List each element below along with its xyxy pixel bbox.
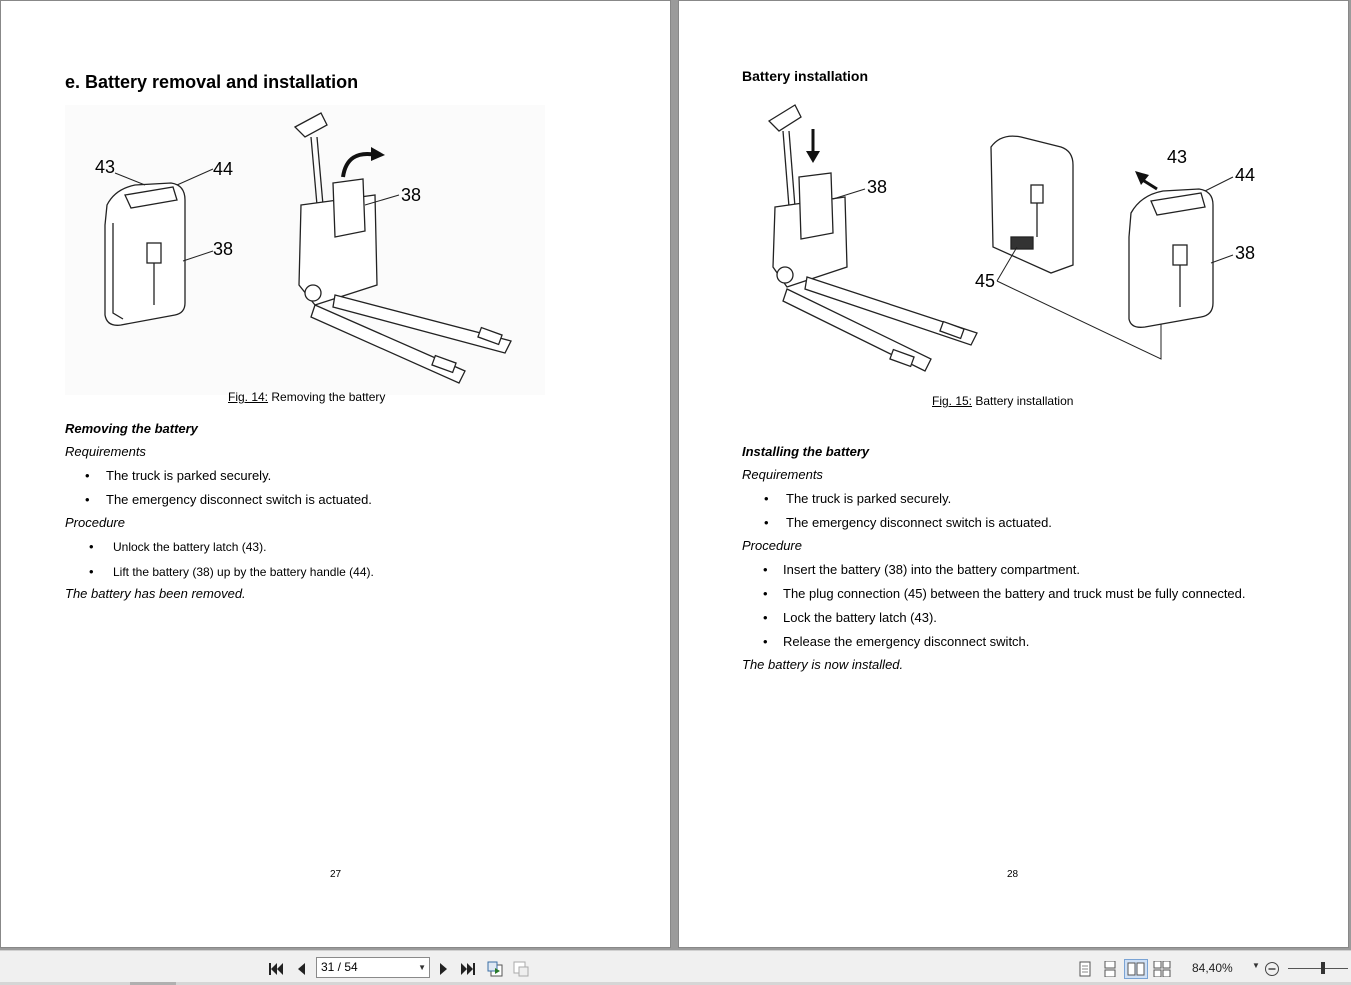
- bullet: •: [89, 539, 94, 554]
- battery-compartment-illustration: [991, 136, 1073, 273]
- page-number: 27: [330, 869, 342, 880]
- bullet: •: [763, 634, 768, 649]
- bullet: •: [763, 610, 768, 625]
- down-arrow-icon: [806, 151, 820, 163]
- list-item-text: The truck is parked securely.: [106, 468, 272, 483]
- page-indicator: 31 / 54: [321, 960, 358, 974]
- list-item: [763, 562, 1246, 586]
- first-page-button[interactable]: [266, 959, 286, 979]
- pallet-truck-illustration: [769, 105, 977, 371]
- battery-removal-figure: [65, 105, 545, 395]
- list-item-text: The emergency disconnect switch is actuated.: [786, 515, 1052, 530]
- list-item-text: Lift the battery (38) up by the battery handle (44).: [113, 565, 374, 579]
- list-item-text: Unlock the battery latch (43).: [113, 540, 267, 554]
- last-page-button[interactable]: [458, 959, 478, 979]
- label-38-truck: 38: [867, 177, 888, 197]
- section-letter: e.: [65, 72, 81, 92]
- list-item: [763, 610, 1246, 634]
- previous-view-icon: [486, 961, 504, 977]
- bullet: •: [89, 564, 94, 579]
- section-title: Battery removal and installation: [85, 72, 359, 92]
- requirements-label: Requirements: [742, 467, 823, 482]
- single-page-icon: [1079, 961, 1091, 977]
- single-page-view-button[interactable]: [1075, 959, 1095, 979]
- page-number-select[interactable]: [316, 957, 430, 978]
- next-page-icon: [439, 962, 449, 976]
- result-text: The battery has been removed.: [65, 586, 246, 601]
- caption-number: Fig. 15:: [932, 394, 973, 408]
- list-item-text: Release the emergency disconnect switch.: [783, 634, 1030, 649]
- list-item-text: Lock the battery latch (43).: [783, 610, 937, 625]
- facing-pages-icon: [1127, 962, 1145, 976]
- section-heading: [65, 72, 358, 93]
- bullet: •: [85, 492, 90, 507]
- next-view-icon: [512, 961, 530, 977]
- procedure-list: [89, 539, 374, 589]
- next-page-button[interactable]: [434, 959, 454, 979]
- zoom-out-icon: [1264, 961, 1280, 977]
- bullet: •: [764, 491, 769, 506]
- zoom-dropdown-icon[interactable]: ▼: [1252, 961, 1260, 970]
- continuous-facing-view-button[interactable]: [1152, 959, 1172, 979]
- continuous-page-icon: [1104, 961, 1116, 977]
- bullet: •: [763, 562, 768, 577]
- label-43: 43: [1167, 147, 1188, 167]
- list-item: [85, 492, 372, 516]
- previous-page-button[interactable]: [291, 959, 311, 979]
- battery-illustration: [1129, 189, 1213, 327]
- list-item: [85, 468, 372, 492]
- facing-view-button[interactable]: [1124, 959, 1148, 979]
- dropdown-caret-icon: ▼: [418, 963, 426, 972]
- continuous-facing-icon: [1153, 961, 1171, 977]
- previous-view-button[interactable]: [485, 959, 505, 979]
- caption-text: Removing the battery: [268, 390, 386, 404]
- subsection-title: Removing the battery: [65, 421, 198, 436]
- list-item-text: The plug connection (45) between the battery and truck must be fully connected.: [783, 586, 1246, 601]
- section-title: Battery installation: [742, 68, 869, 84]
- battery-installation-figure: [761, 97, 1281, 387]
- procedure-label: Procedure: [742, 538, 802, 553]
- next-view-button[interactable]: [511, 959, 531, 979]
- figure-caption: [932, 394, 1073, 408]
- previous-page-icon: [296, 962, 306, 976]
- page-27: [0, 0, 671, 948]
- figure-caption: [228, 390, 385, 404]
- list-item: [764, 515, 1052, 539]
- last-page-icon: [460, 962, 476, 976]
- page-number: 28: [1007, 869, 1019, 880]
- caption-text: Battery installation: [972, 394, 1074, 408]
- zoom-level[interactable]: 84,40%: [1192, 961, 1233, 975]
- subsection-title: Installing the battery: [742, 444, 870, 459]
- label-44: 44: [213, 159, 234, 179]
- label-38-truck: 38: [401, 185, 422, 205]
- page-28: [678, 0, 1349, 948]
- list-item: [89, 539, 374, 564]
- bullet: •: [764, 515, 769, 530]
- bullet: •: [763, 586, 768, 601]
- continuous-view-button[interactable]: [1100, 959, 1120, 979]
- list-item: [764, 491, 1052, 515]
- label-44: 44: [1235, 165, 1256, 185]
- list-item-text: The emergency disconnect switch is actuated.: [106, 492, 372, 507]
- zoom-slider-track[interactable]: [1288, 968, 1348, 969]
- label-38: 38: [1235, 243, 1256, 263]
- list-item: [763, 586, 1246, 610]
- result-text: The battery is now installed.: [742, 657, 904, 672]
- label-38: 38: [213, 239, 234, 259]
- caption-number: Fig. 14:: [228, 390, 269, 404]
- label-43: 43: [95, 157, 116, 177]
- navigation-toolbar: [0, 950, 1351, 985]
- label-45: 45: [975, 271, 996, 291]
- battery-illustration: [105, 183, 185, 325]
- procedure-list: [763, 562, 1246, 658]
- bullet: •: [85, 468, 90, 483]
- list-item: [763, 634, 1246, 658]
- list-item-text: The truck is parked securely.: [786, 491, 952, 506]
- requirements-list: [764, 491, 1052, 539]
- list-item-text: Insert the battery (38) into the battery compartment.: [783, 562, 1080, 577]
- zoom-slider-handle[interactable]: [1321, 962, 1325, 974]
- procedure-label: Procedure: [65, 515, 125, 530]
- requirements-list: [85, 468, 372, 516]
- requirements-label: Requirements: [65, 444, 146, 459]
- zoom-out-button[interactable]: [1262, 959, 1282, 979]
- first-page-icon: [268, 962, 284, 976]
